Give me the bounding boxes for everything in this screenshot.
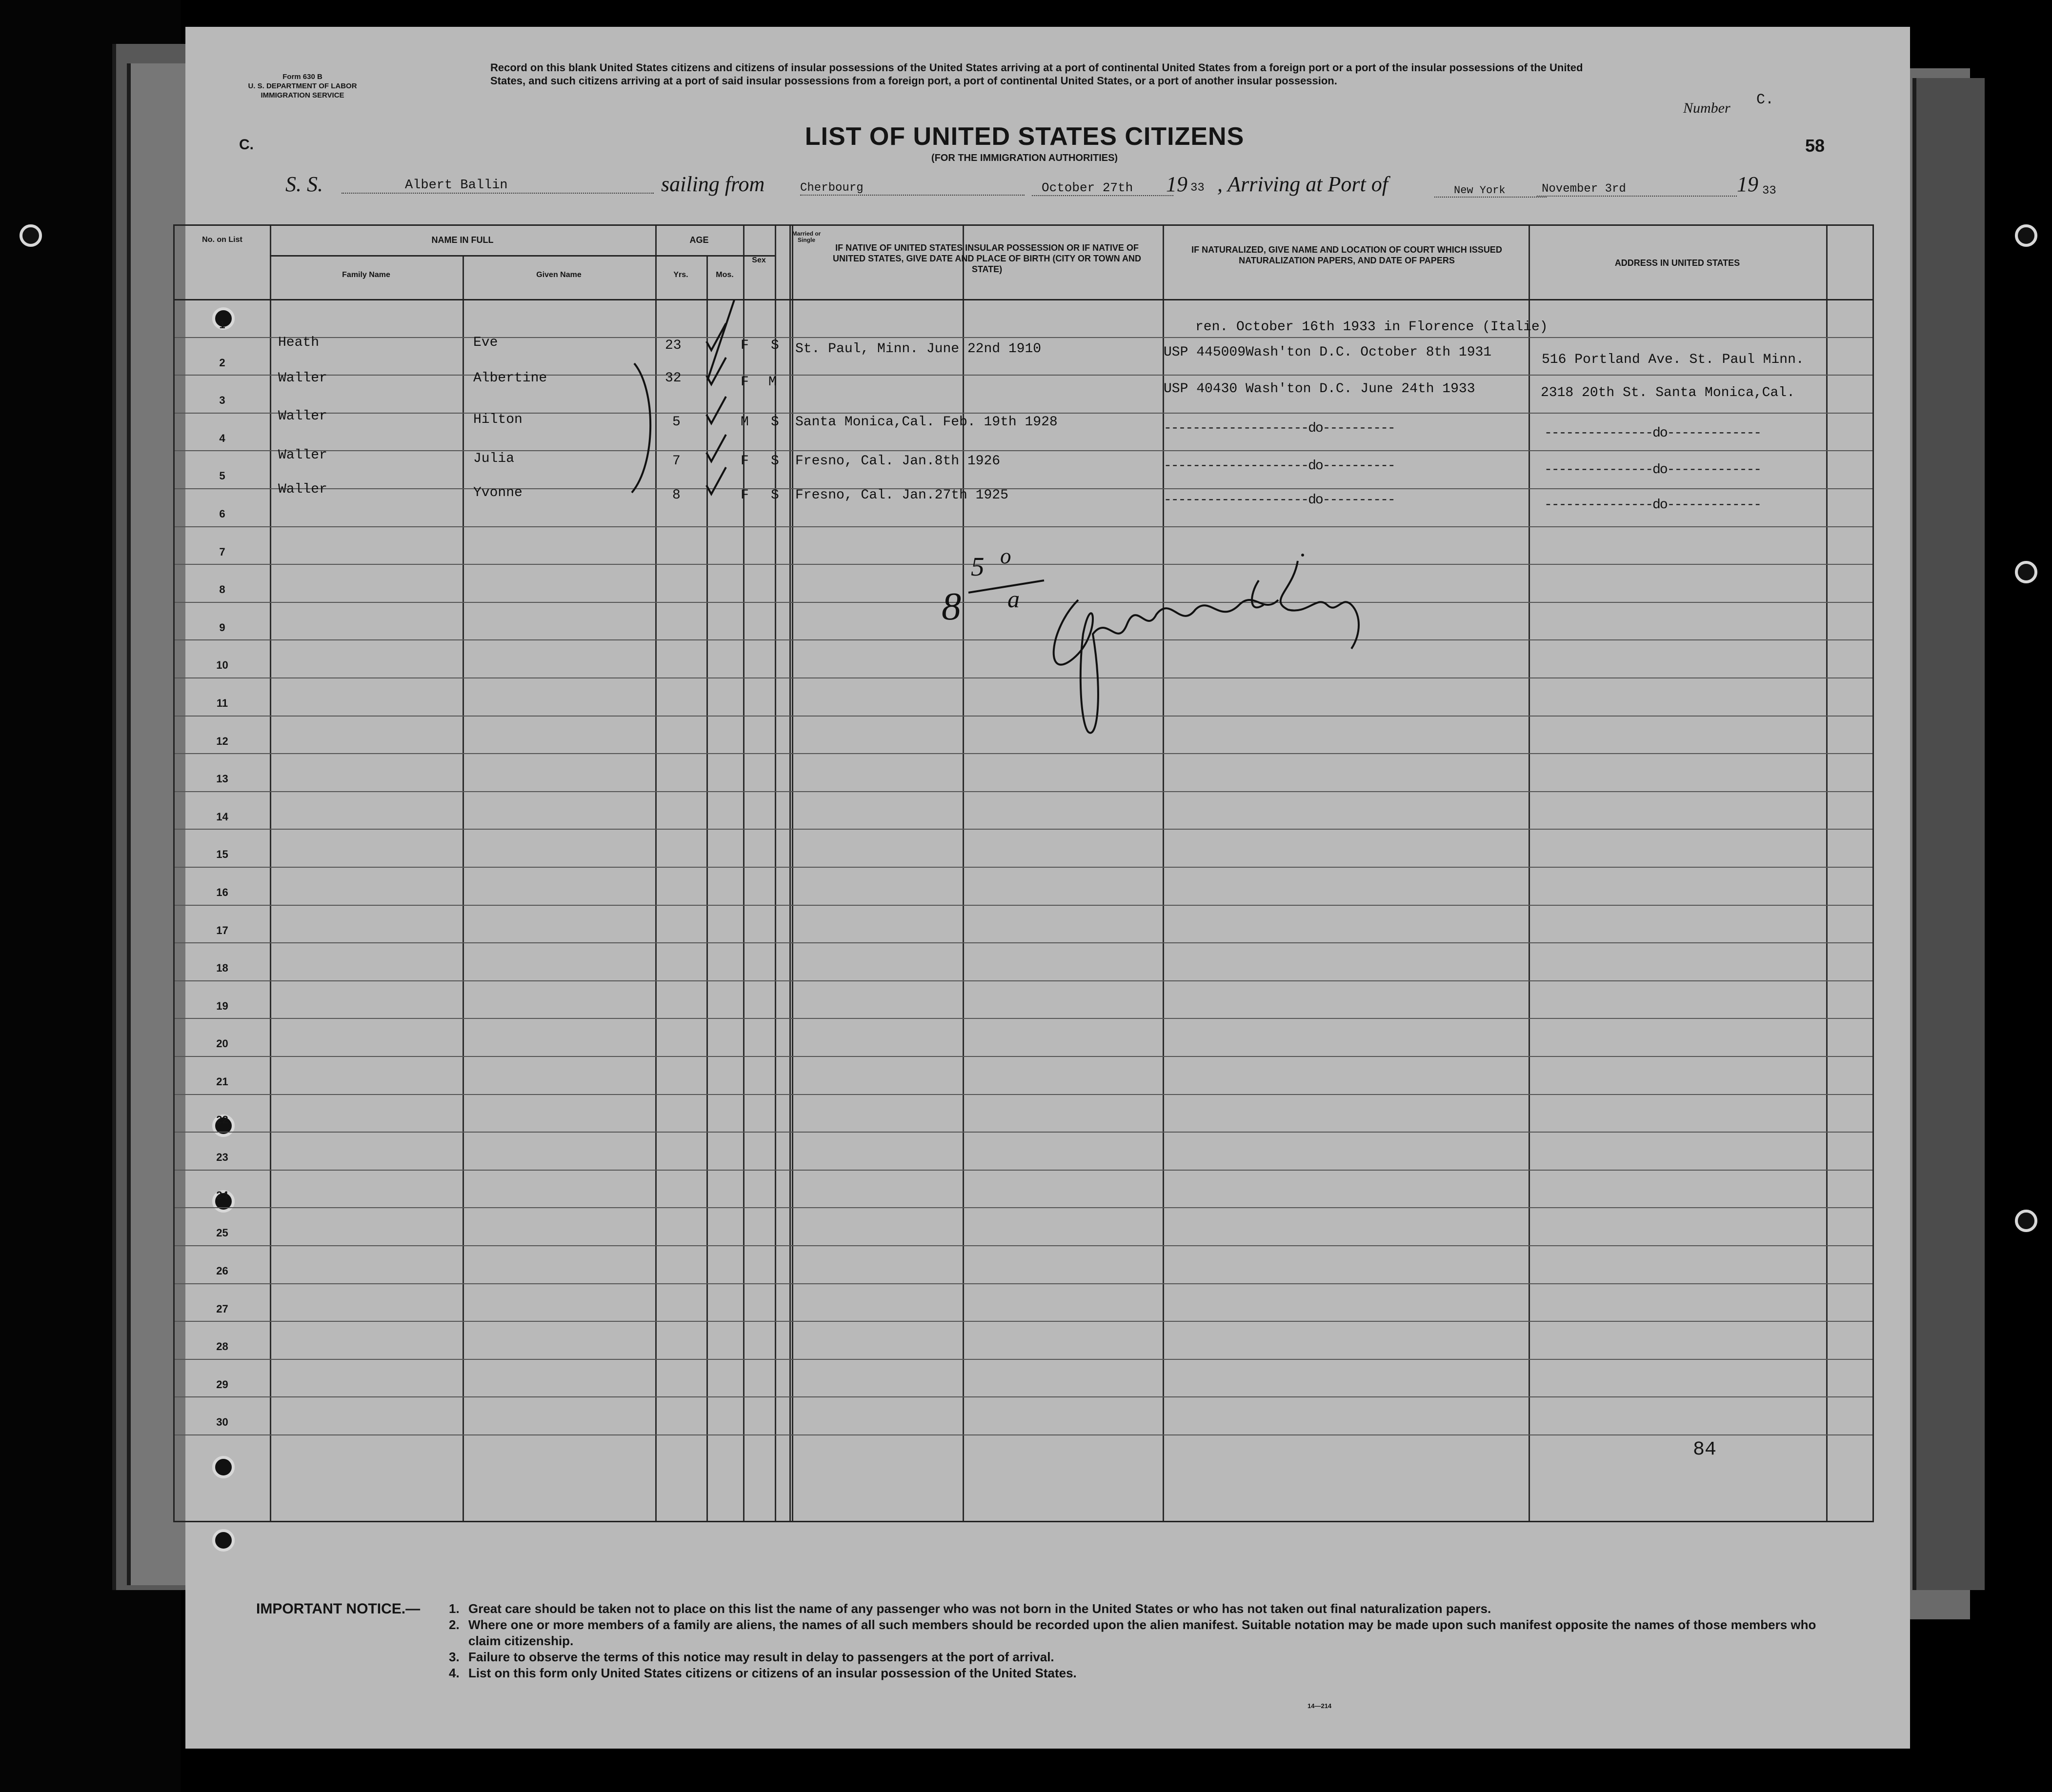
- row-number: 17: [216, 924, 228, 936]
- given-name-cell: Hilton: [473, 412, 523, 427]
- notice-label: IMPORTANT NOTICE.—: [256, 1601, 421, 1617]
- row-number: 30: [216, 1416, 228, 1429]
- row-number: 20: [216, 1037, 228, 1050]
- arrival-year-prefix: 19: [1737, 172, 1758, 196]
- row-number: 11: [216, 697, 228, 709]
- col-header-sex: Sex: [752, 256, 766, 264]
- age-years-cell: 32: [665, 371, 682, 386]
- col-header-married: Married or Single: [792, 230, 821, 243]
- birth-cell: St. Paul, Minn. June 22nd 1910: [795, 341, 1042, 357]
- family-name-cell: Waller: [278, 448, 327, 463]
- form-instructions: Record on this blank United States citizens and citizens of insular possessions of the United States arriving at a port of continental United States from a foreign port or a port of the insular possessions of the United States, and such citizens arriving at a port of said insular possessions from a foreign port, a port of continental United States, or a port of another insular possession.: [490, 61, 1583, 87]
- row-number: 14: [216, 810, 228, 823]
- port-to: New York: [1434, 184, 1547, 198]
- row-number: 18: [216, 962, 228, 975]
- ditto-mark: do: [1308, 458, 1323, 474]
- row-number: 27: [216, 1302, 228, 1315]
- notice-item: [442, 1617, 1817, 1649]
- port-from: Cherbourg: [800, 181, 1025, 196]
- row-number: 22: [216, 1113, 228, 1126]
- row-number: 5: [219, 470, 225, 482]
- family-name-cell: Heath: [278, 335, 320, 350]
- row-number: 25: [216, 1227, 228, 1239]
- row-number: 29: [216, 1378, 228, 1391]
- departure-date: October 27th: [1032, 180, 1173, 196]
- family-name-cell: Waller: [278, 482, 327, 497]
- row-number: 3: [219, 394, 225, 407]
- sex-cell: F: [741, 375, 749, 390]
- handwritten-fraction-o: o: [1000, 544, 1011, 568]
- notice-text: Failure to observe the terms of this notice may result in delay to passengers at the port of arrival.: [468, 1650, 1054, 1664]
- marital-cell: S: [771, 415, 779, 430]
- row-number: 6: [219, 508, 225, 520]
- handwritten-fraction: 8: [942, 585, 961, 628]
- age-years-cell: 5: [672, 415, 681, 430]
- sex-cell: F: [741, 488, 749, 503]
- row-number: 4: [219, 432, 225, 444]
- row-number: 12: [216, 735, 228, 747]
- notice-number: 4.: [449, 1666, 460, 1680]
- check-mark-icon: [706, 323, 726, 350]
- col-header-given-name: Given Name: [536, 271, 582, 279]
- row-number: 10: [216, 659, 228, 672]
- birth-cell: Santa Monica,Cal. Feb. 19th 1928: [795, 415, 1058, 430]
- marital-cell: S: [771, 338, 779, 353]
- ditto-address: ---------------do-------------: [1544, 426, 1761, 441]
- col-header-family-name: Family Name: [342, 271, 390, 279]
- notice-number: 2.: [449, 1617, 460, 1632]
- sex-cell: F: [741, 338, 749, 353]
- row-number: 15: [216, 848, 228, 861]
- family-name-cell: Waller: [278, 371, 327, 386]
- naturalization-cell: USP 40430 Wash'ton D.C. June 24th 1933: [1164, 381, 1475, 397]
- notice-number: 1.: [449, 1601, 460, 1616]
- notice-text: Where one or more members of a family are aliens, the names of all such members should be recorded upon the alien manifest. Suitable notation may be made upon such manifest opposite the names of those members who claim citizenship.: [468, 1617, 1816, 1648]
- col-header-naturalized: IF NATURALIZED, GIVE NAME AND LOCATION OF COURT WHICH ISSUED NATURALIZATION PAPERS, AND DATE OF PAPERS: [1191, 245, 1502, 265]
- arrival-date: November 3rd: [1537, 182, 1737, 197]
- signature-dot: [1301, 554, 1304, 557]
- age-years-cell: 8: [672, 488, 681, 503]
- given-name-cell: Yvonne: [473, 485, 523, 500]
- arrival-year: 33: [1762, 184, 1776, 198]
- age-years-cell: 7: [672, 454, 681, 469]
- address-cell: 516 Portland Ave. St. Paul Minn.: [1542, 352, 1804, 367]
- page-title: LIST OF UNITED STATES CITIZENS: [805, 122, 1245, 151]
- family-name-cell: Waller: [278, 409, 327, 424]
- naturalization-cell: USP 445009Wash'ton D.C. October 8th 1931: [1164, 345, 1492, 360]
- row-number: 21: [216, 1075, 228, 1088]
- sailing-label: sailing from: [661, 172, 765, 196]
- ditto-naturalization: --------------------do----------: [1164, 421, 1395, 436]
- col-header-age: AGE: [689, 235, 709, 245]
- department-name: U. S. DEPARTMENT OF LABOR: [248, 82, 357, 90]
- check-marks: [706, 300, 734, 494]
- notice-text: Great care should be taken not to place on this list the name of any passenger who was not born in the United States or who has not taken out final naturalization papers.: [468, 1601, 1491, 1616]
- col-header-mos: Mos.: [716, 271, 734, 279]
- birth-cell: Fresno, Cal. Jan.8th 1926: [795, 454, 1001, 469]
- ditto-mark: do: [1308, 421, 1323, 436]
- page-letter: C.: [239, 137, 254, 153]
- row-number: 13: [216, 773, 228, 785]
- marital-cell: S: [771, 488, 779, 503]
- fraction-bar-icon: [968, 580, 1044, 593]
- age-years-cell: 23: [665, 338, 682, 353]
- ss-label: S. S.: [285, 172, 323, 196]
- ditto-mark: do: [1652, 462, 1667, 478]
- row-number: 7: [219, 545, 225, 558]
- ditto-mark: do: [1652, 426, 1667, 441]
- sex-cell: F: [741, 454, 749, 469]
- form-number: Form 630 B: [282, 73, 322, 81]
- col-header-no: No. on List: [202, 236, 242, 244]
- row-number: 19: [216, 999, 228, 1012]
- footer-number: 84: [1693, 1439, 1717, 1461]
- number-value: C.: [1756, 92, 1774, 108]
- col-header-birth: IF NATIVE OF UNITED STATES INSULAR POSSESSION OR IF NATIVE OF UNITED STATES, GIVE DATE AND PLACE OF BIRTH (CITY OR TOWN AND STATE): [832, 243, 1141, 274]
- page-subtitle: (FOR THE IMMIGRATION AUTHORITIES): [931, 153, 1118, 163]
- check-mark-icon: [706, 397, 726, 423]
- number-label: Number: [1683, 100, 1730, 116]
- ditto-address: ---------------do-------------: [1544, 462, 1761, 478]
- given-name-cell: Eve: [473, 335, 498, 350]
- notice-text: List on this form only United States citizens or citizens of an insular possession of the United States.: [468, 1666, 1077, 1680]
- ditto-mark: do: [1308, 493, 1323, 508]
- address-cell: 2318 20th St. Santa Monica,Cal.: [1541, 385, 1795, 400]
- ditto-mark: do: [1652, 498, 1667, 513]
- check-mark-icon: [706, 358, 726, 384]
- sex-cell: M: [741, 415, 749, 430]
- departure-year-prefix: 19: [1166, 172, 1187, 196]
- form-code: 14—214: [1308, 1702, 1332, 1710]
- col-header-yrs: Yrs.: [673, 271, 688, 279]
- ship-name: Albert Ballin: [342, 178, 654, 194]
- notice-item: [442, 1649, 1817, 1665]
- given-name-cell: Julia: [473, 451, 515, 466]
- signature-insp: [1281, 561, 1359, 649]
- given-name-cell: Albertine: [473, 371, 547, 386]
- birth-cell: Fresno, Cal. Jan.27th 1925: [795, 488, 1008, 503]
- row-number: 2: [219, 356, 225, 369]
- marital-cell: M: [768, 375, 777, 390]
- row-number: 9: [219, 621, 225, 634]
- row-number: 1: [219, 319, 225, 331]
- marital-cell: S: [771, 454, 779, 469]
- row-number: 26: [216, 1265, 228, 1277]
- check-mark-icon: [706, 435, 726, 461]
- ditto-address: ---------------do-------------: [1544, 498, 1761, 513]
- row-number: 28: [216, 1340, 228, 1353]
- row-number: 24: [216, 1189, 228, 1201]
- handwritten-fraction-denominator: a: [1007, 585, 1020, 613]
- arriving-label: , Arriving at Port of: [1217, 172, 1388, 196]
- row-number: 16: [216, 886, 228, 898]
- notice-list: [442, 1601, 1817, 1681]
- stamped-page-number: 58: [1805, 136, 1825, 156]
- row-number: 23: [216, 1151, 228, 1164]
- check-mark-icon: [706, 467, 726, 494]
- col-header-address: ADDRESS IN UNITED STATES: [1614, 258, 1740, 268]
- signature-john-wallace: [1054, 600, 1278, 733]
- service-name: IMMIGRATION SERVICE: [261, 91, 344, 100]
- notice-item: [442, 1665, 1817, 1681]
- family-bracket-icon: [632, 363, 650, 493]
- naturalization-note: ren. October 16th 1933 in Florence (Italie): [1195, 319, 1548, 335]
- ditto-naturalization: --------------------do----------: [1164, 458, 1395, 474]
- notice-item: [442, 1601, 1817, 1617]
- col-header-name: NAME IN FULL: [431, 235, 494, 245]
- departure-year: 33: [1190, 181, 1205, 195]
- ditto-naturalization: --------------------do----------: [1164, 493, 1395, 508]
- notice-number: 3.: [449, 1650, 460, 1664]
- row-number: 8: [219, 583, 225, 596]
- handwritten-fraction-numerator: 5: [971, 552, 985, 581]
